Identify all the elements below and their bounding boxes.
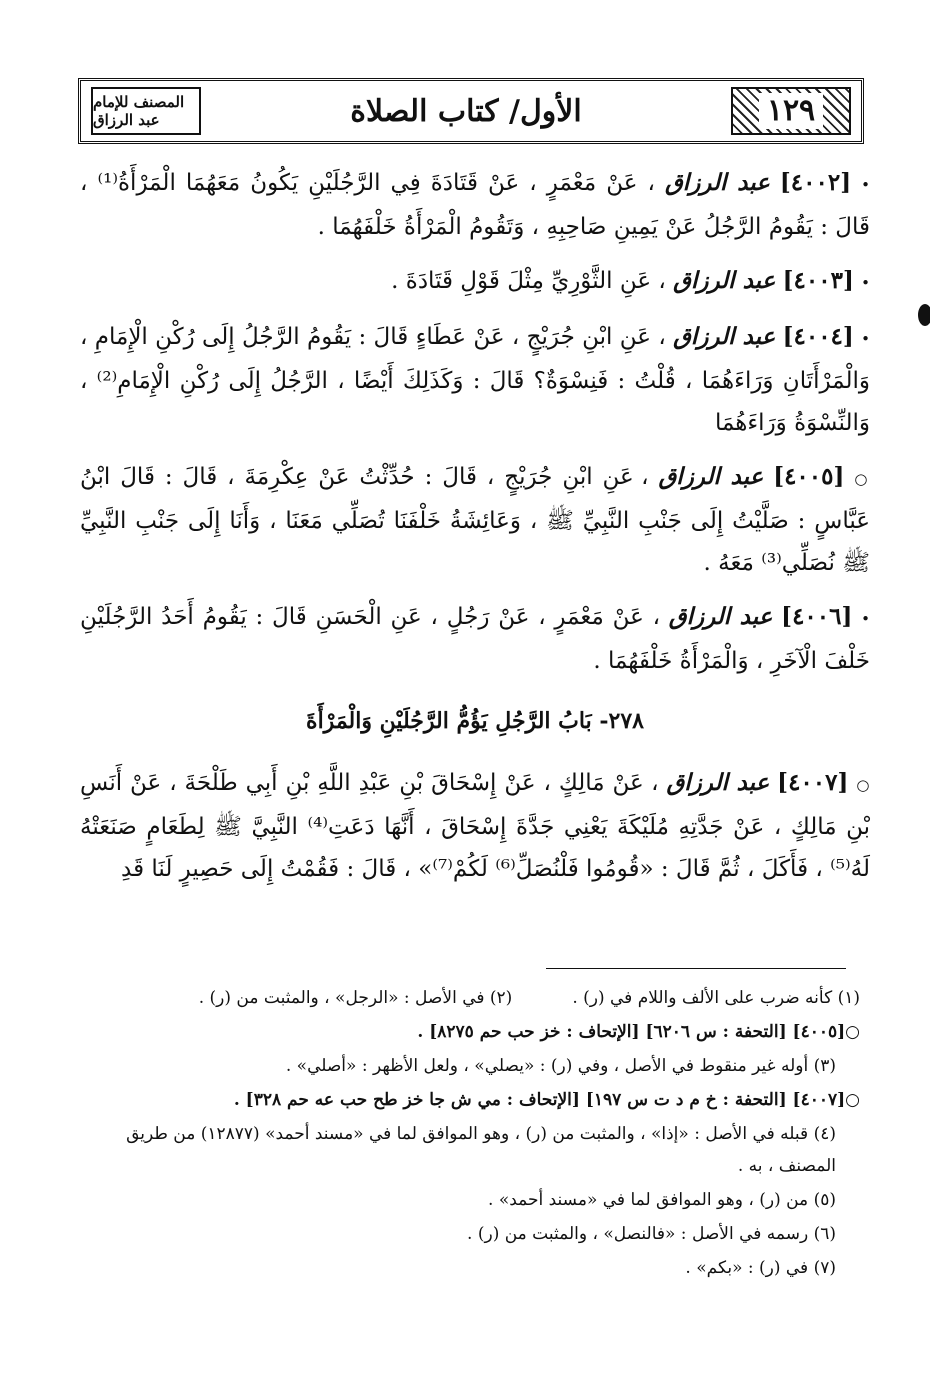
entry-number: [٤٠٠٥] [773,463,845,490]
page-number: ١٢٩ [759,93,823,129]
entry-author: عبد الرزاق [664,169,770,196]
footnote-1: (١) كأنه ضرب على الألف واللام في (ر) . [572,988,860,1008]
main-text [80,162,870,902]
entry-author: عبد الرزاق [673,267,776,294]
entry-text: ، عَنِ ابْنِ جُرَيْجٍ ، عَنْ عَطَاءٍ قَالَ : يَقُومُ الرَّجُلُ إِلَى رُكْنِ الْإِمَامِ ، وَالْمَرْأَتَانِ وَرَاءَهُمَا ، قُلْتُ : فَنِسْوَةٌ؟ قَالَ : وَكَذَلِكَ أَيْضًا ، الرَّجُلُ إِلَى رُكْنِ الْإِمَامِ⁽²⁾ ، وَالنِّسْوَةُ وَرَاءَهُمَا [80,324,870,436]
footnote-7: (٧) في (ر) : «بكم» . [685,1258,836,1278]
entry-text: ، عَنْ مَعْمَرٍ ، عَنْ قَتَادَةَ فِي الرَّجُلَيْنِ يَكُونُ مَعَهُمَا الْمَرْأَةُ⁽¹⁾ ، قَالَ : يَقُومُ الرَّجُلُ عَنْ يَمِينِ صَاحِبِهِ ، وَتَقُومُ الْمَرْأَةُ خَلْفَهُمَا . [80,170,870,240]
footnote-4: (٤) قبله في الأصل : «إذا» ، والمثبت من (ر) ، وهو الموافق لما في «مسند أحمد» (١٢٨٧٧) من طريق المصنف ، به . [126,1124,836,1176]
chapter-heading: ٢٧٨- بَابُ الرَّجُلِ يَؤُمُّ الرَّجُلَيْنِ وَالْمَرْأَةَ [306,708,644,734]
entry-number: [٤٠٠٣] [782,267,854,294]
entry-text: ، عَنْ مَالِكٍ ، عَنْ إِسْحَاقَ بْنِ عَبْدِ اللَّهِ بْنِ أَبِي طَلْحَةَ ، عَنْ أَنَسِ بْنِ مَالِكٍ ، عَنْ جَدَّتِهِ مُلَيْكَةَ يَعْنِي جَدَّةَ إِسْحَاقَ ، أَنَّهَا دَعَتِ⁽⁴⁾ النَّبِيَّ ﷺ لِطَعَامٍ صَنَعَتْهُ لَهُ⁽⁵⁾ ، فَأَكَلَ ، ثُمَّ قَالَ : «قُومُوا فَلْنُصَلِّ⁽⁶⁾ لَكُمْ⁽⁷⁾» ، قَالَ : فَقُمْتُ إِلَى حَصِيرٍ لَنَا قَدِ [80,770,870,882]
footnote-3: (٣) أوله غير منقوط في الأصل ، وفي (ر) : «يصلي» ، ولعل الأظهر : «أصلي» . [285,1056,836,1076]
hadith-entry-4007 [80,762,870,890]
entry-marker: • [861,330,870,348]
footnote-2: (٢) في الأصل : «الرجل» ، والمثبت من (ر) . [198,988,513,1008]
entry-author: عبد الرزاق [673,323,776,350]
page-header [78,78,864,144]
logo-text: المصنف للإمام عبد الرزاق [93,93,185,129]
page-number-box [731,87,851,135]
footnote-row [80,982,860,1014]
entry-marker: • [861,274,870,292]
entry-number: [٤٠٠٢] [779,169,852,196]
entry-author: عبد الرزاق [668,603,773,630]
footnote-divider [546,968,846,969]
reference-4007: ○[٤٠٠٧] [التحفة : خ م د ت س ١٩٧] [الإتحاف : مي ش جا خز طح حب عه حم ٣٢٨] . [233,1090,860,1110]
footnote-6: (٦) رسمه في الأصل : «فالنصل» ، والمثبت من (ر) . [467,1224,836,1244]
entry-number: [٤٠٠٦] [781,603,853,630]
hadith-entry-4002 [80,162,870,248]
footnote-5: (٥) من (ر) ، وهو الموافق لما في «مسند أحمد» . [488,1190,836,1210]
entry-text: ، عَنِ ابْنِ جُرَيْجٍ ، قَالَ : حُدِّثْتُ عَنْ عِكْرِمَةَ ، قَالَ : قَالَ ابْنُ عَبَّاسٍ : صَلَّيْتُ إِلَى جَنْبِ النَّبِيِّ ﷺ ، وَعَائِشَةُ خَلْفَنَا تُصَلِّي مَعَنَا ، وَأَنَا إِلَى جَنْبِ النَّبِيِّ ﷺ نُصَلِّي⁽³⁾ مَعَهُ . [80,464,870,576]
entry-text: ، عَنِ الثَّوْرِيِّ مِثْلَ قَوْلِ قَتَادَةَ . [391,268,666,294]
hadith-entry-4006 [80,596,870,682]
running-title: الأول/ كتاب الصلاة [350,93,582,129]
margin-mark-icon [918,304,930,326]
entry-marker: • [861,176,871,194]
entry-author: عبد الرزاق [658,463,764,490]
book-logo [91,87,201,135]
entry-text: ، عَنْ مَعْمَرٍ ، عَنْ رَجُلٍ ، عَنِ الْحَسَنِ قَالَ : يَقُومُ أَحَدُ الرَّجُلَيْنِ خَلْفَ الْآخَرِ ، وَالْمَرْأَةُ خَلْفَهُمَا . [80,604,870,674]
reference-4005: ○[٤٠٠٥] [التحفة : س ٦٢٠٦] [الإتحاف : خز حب حم ٨٢٧٥] . [417,1022,860,1042]
entry-marker: ○ [856,776,871,794]
footnotes [80,982,860,1286]
hadith-entry-4003 [80,260,870,304]
entry-author: عبد الرزاق [666,769,770,796]
hadith-entry-4004 [80,316,870,444]
entry-number: [٤٠٠٤] [782,323,854,350]
entry-marker: ○ [854,470,871,488]
entry-marker: • [861,610,870,628]
entry-number: [٤٠٠٧] [777,769,849,796]
hadith-entry-4005 [80,456,870,584]
